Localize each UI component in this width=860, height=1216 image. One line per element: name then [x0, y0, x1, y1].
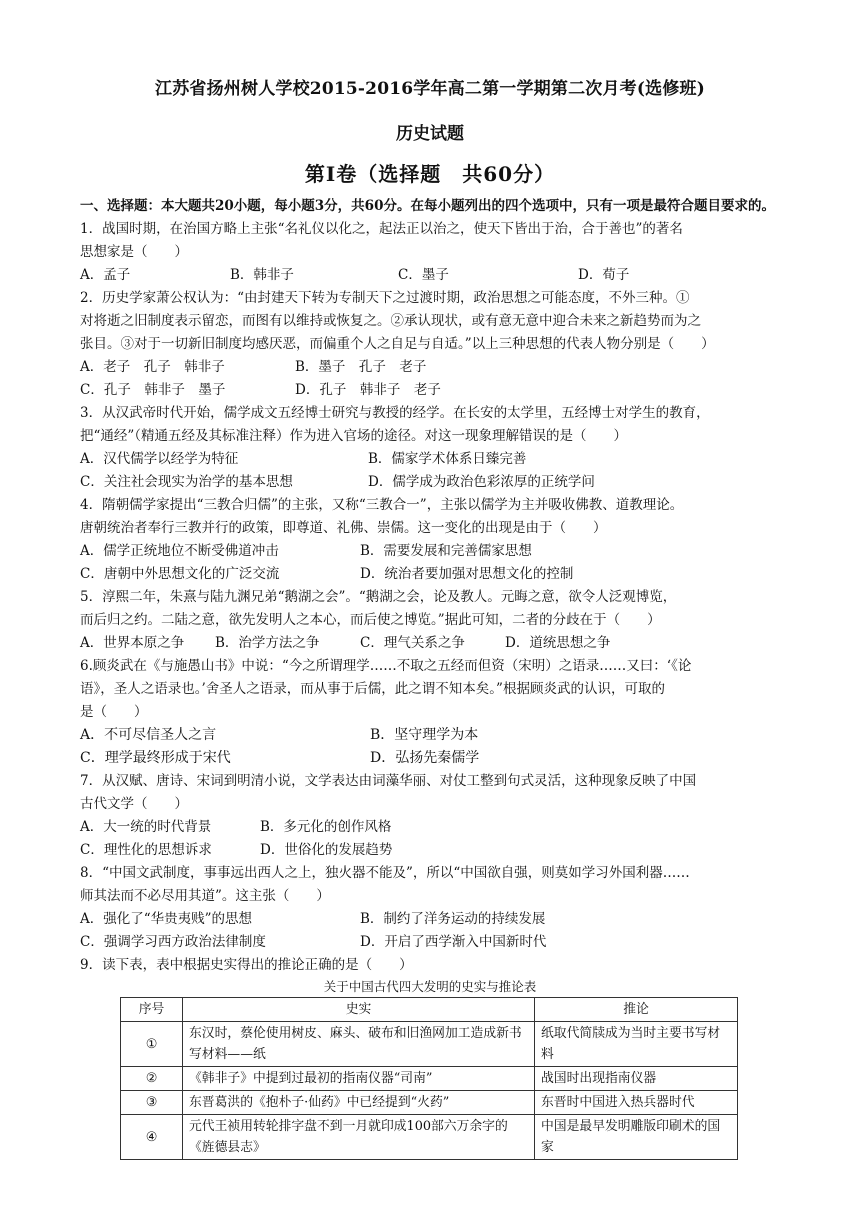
question-stem: 6.顾炎武在《与施愚山书》中说：“今之所谓理学……不取之五经而但资（宋明）之语录……又曰：‘《论 [80, 658, 692, 674]
question-stem: 2．历史学家萧公权认为：“由封建天下转为专制天下之过渡时期，政治思想之可能态度，不外三种。① [80, 290, 690, 306]
question-stem: 语》，圣人之语录也。’舍圣人之语录，而从事于后儒，此之谓不知本矣。”根据顾炎武的认识，可取的 [80, 681, 665, 697]
option-c: C．理性化的思想诉求 [80, 842, 212, 858]
question-7 [80, 770, 780, 862]
exam-title: 江苏省扬州树人学校2015-2016学年高二第一学期第二次月考(选修班) [155, 79, 705, 99]
option-d: D．儒学成为政治色彩浓厚的正统学问 [368, 474, 595, 490]
header-fact: 史实 [183, 998, 535, 1022]
option-b: B．多元化的创作风格 [260, 819, 392, 835]
row-fact: 东晋葛洪的《抱朴子·仙药》中已经提到“火药” [183, 1091, 535, 1115]
question-stem: 7．从汉赋、唐诗、宋词到明清小说，文学表达由词藻华丽、对仗工整到句式灵活，这种现象反映了中国 [80, 773, 697, 789]
options [80, 908, 780, 931]
options [80, 563, 780, 586]
options [80, 747, 780, 770]
inventions-table [120, 997, 738, 1160]
question-stem: 古代文学（ ） [80, 796, 188, 812]
option-d: D．世俗化的发展趋势 [260, 842, 393, 858]
options [80, 839, 780, 862]
table-caption: 关于中国古代四大发明的史实与推论表 [323, 979, 537, 994]
option-a: A．儒学正统地位不断受佛道冲击 [80, 543, 279, 559]
exam-subtitle: 历史试题 [396, 124, 464, 144]
options [80, 448, 780, 471]
question-4 [80, 494, 780, 586]
option-b: B．需要发展和完善儒家思想 [360, 543, 532, 559]
part-title: 第Ⅰ卷（选择题 共60分） [304, 162, 556, 186]
options [80, 632, 780, 655]
row-fact: 元代王祯用转轮排字盘不到一月就印成100部六万余字的《旌德县志》 [183, 1115, 535, 1160]
options [80, 816, 780, 839]
options [80, 931, 780, 954]
row-no: ③ [121, 1091, 183, 1115]
question-8 [80, 862, 780, 954]
row-inference: 东晋时中国进入热兵器时代 [535, 1091, 738, 1115]
option-b: B．韩非子 [230, 267, 294, 283]
question-1 [80, 218, 780, 287]
header-inference: 推论 [535, 998, 738, 1022]
question-stem: 而后归之约。二陆之意，欲先发明人之本心，而后使之博览。”据此可知，二者的分歧在于（ ） [80, 612, 661, 628]
row-fact: 《韩非子》中提到过最初的指南仪器“司南” [183, 1067, 535, 1091]
option-c: C．墨子 [398, 267, 449, 283]
option-d: D．荀子 [578, 267, 630, 283]
table-row [121, 1067, 738, 1091]
option-c: C．关注社会现实为治学的基本思想 [80, 474, 293, 490]
question-stem: 9．读下表，表中根据史实得出的推论正确的是（ ） [80, 957, 413, 973]
option-d: D．统治者要加强对思想文化的控制 [360, 566, 574, 582]
question-stem: 8．“中国文武制度，事事远出西人之上，独火器不能及”，所以“中国欲自强，则莫如学习外国利器…… [80, 865, 690, 881]
option-c: C．理气关系之争 [360, 635, 465, 651]
row-no: ④ [121, 1115, 183, 1160]
option-a: A．大一统的时代背景 [80, 819, 212, 835]
table-header-row [121, 998, 738, 1022]
option-a: A．强化了“华贵夷贱”的思想 [80, 911, 253, 927]
question-5 [80, 586, 780, 655]
question-9 [80, 954, 780, 977]
question-stem: 5．淳熙二年，朱熹与陆九渊兄弟“鹅湖之会”。“鹅湖之会，论及教人。元晦之意，欲令人泛观博览， [80, 589, 677, 605]
row-no: ① [121, 1022, 183, 1067]
option-d: D．弘扬先秦儒学 [370, 750, 480, 766]
row-inference: 纸取代简牍成为当时主要书写材料 [535, 1022, 738, 1067]
option-a: A．孟子 [80, 267, 131, 283]
row-inference: 战国时出现指南仪器 [535, 1067, 738, 1091]
option-b: B．治学方法之争 [215, 635, 320, 651]
option-d: D．孔子 韩非子 老子 [295, 382, 441, 398]
options [80, 540, 780, 563]
table-row [121, 1022, 738, 1067]
options [80, 471, 780, 494]
option-a: A．不可尽信圣人之言 [80, 727, 217, 743]
question-stem: 张目。③对于一切新旧制度均感厌恶，而偏重个人之自足与自适。”以上三种思想的代表人物分别是（ ） [80, 336, 715, 352]
table-row [121, 1091, 738, 1115]
question-stem: 对将逝之旧制度表示留恋，而图有以维持或恢复之。②承认现状，或有意无意中迎合未来之新趋势而为之 [80, 313, 701, 329]
option-a: A．老子 孔子 韩非子 [80, 359, 225, 375]
option-c: C．强调学习西方政治法律制度 [80, 934, 266, 950]
question-stem: 把“通经”（精通五经及其标准注释）作为进入官场的途径。对这一现象理解错误的是（ ） [80, 428, 628, 444]
question-stem: 师其法而不必尽用其道”。这主张（ ） [80, 888, 330, 904]
option-a: A．汉代儒学以经学为特征 [80, 451, 239, 467]
question-stem: 1．战国时期，在治国方略上主张“名礼仪以化之，起法正以治之，使天下皆出于治，合于善也”的著名 [80, 221, 683, 237]
option-b: B．儒家学术体系日臻完善 [368, 451, 527, 467]
question-stem: 是（ ） [80, 704, 148, 720]
header-no: 序号 [121, 998, 183, 1022]
question-stem: 唐朝统治者奉行三教并行的政策，即尊道、礼佛、崇儒。这一变化的出现是由于（ ） [80, 520, 607, 536]
options [80, 264, 780, 287]
question-2 [80, 287, 780, 402]
option-c: C．唐朝中外思想文化的广泛交流 [80, 566, 280, 582]
question-stem: 3．从汉武帝时代开始，儒学成文五经博士研究与教授的经学。在长安的太学里，五经博士对学生的教育， [80, 405, 710, 421]
option-a: A．世界本原之争 [80, 635, 185, 651]
question-stem: 4．隋朝儒学家提出“三教合归儒”的主张，又称“三教合一”，主张以儒学为主并吸收佛教、道教理论。 [80, 497, 684, 513]
question-3 [80, 402, 780, 494]
row-no: ② [121, 1067, 183, 1091]
row-fact: 东汉时，蔡伦使用树皮、麻头、破布和旧渔网加工造成新书写材料——纸 [183, 1022, 535, 1067]
option-d: D．道统思想之争 [505, 635, 611, 651]
option-c: C．孔子 韩非子 墨子 [80, 382, 226, 398]
option-b: B．坚守理学为本 [370, 727, 479, 743]
option-c: C．理学最终形成于宋代 [80, 750, 231, 766]
question-stem: 思想家是（ ） [80, 244, 188, 260]
option-b: B．墨子 孔子 老子 [295, 359, 427, 375]
row-inference: 中国是最早发明雕版印刷术的国家 [535, 1115, 738, 1160]
options [80, 379, 780, 402]
options [80, 356, 780, 379]
option-b: B．制约了洋务运动的持续发展 [360, 911, 546, 927]
option-d: D．开启了西学渐入中国新时代 [360, 934, 547, 950]
options [80, 724, 780, 747]
section-instructions: 一、选择题：本大题共20小题，每小题3分，共60分。在每小题列出的四个选项中，只有一项是最符合题目要求的。 [80, 198, 775, 214]
question-6 [80, 655, 780, 770]
table-row [121, 1115, 738, 1160]
